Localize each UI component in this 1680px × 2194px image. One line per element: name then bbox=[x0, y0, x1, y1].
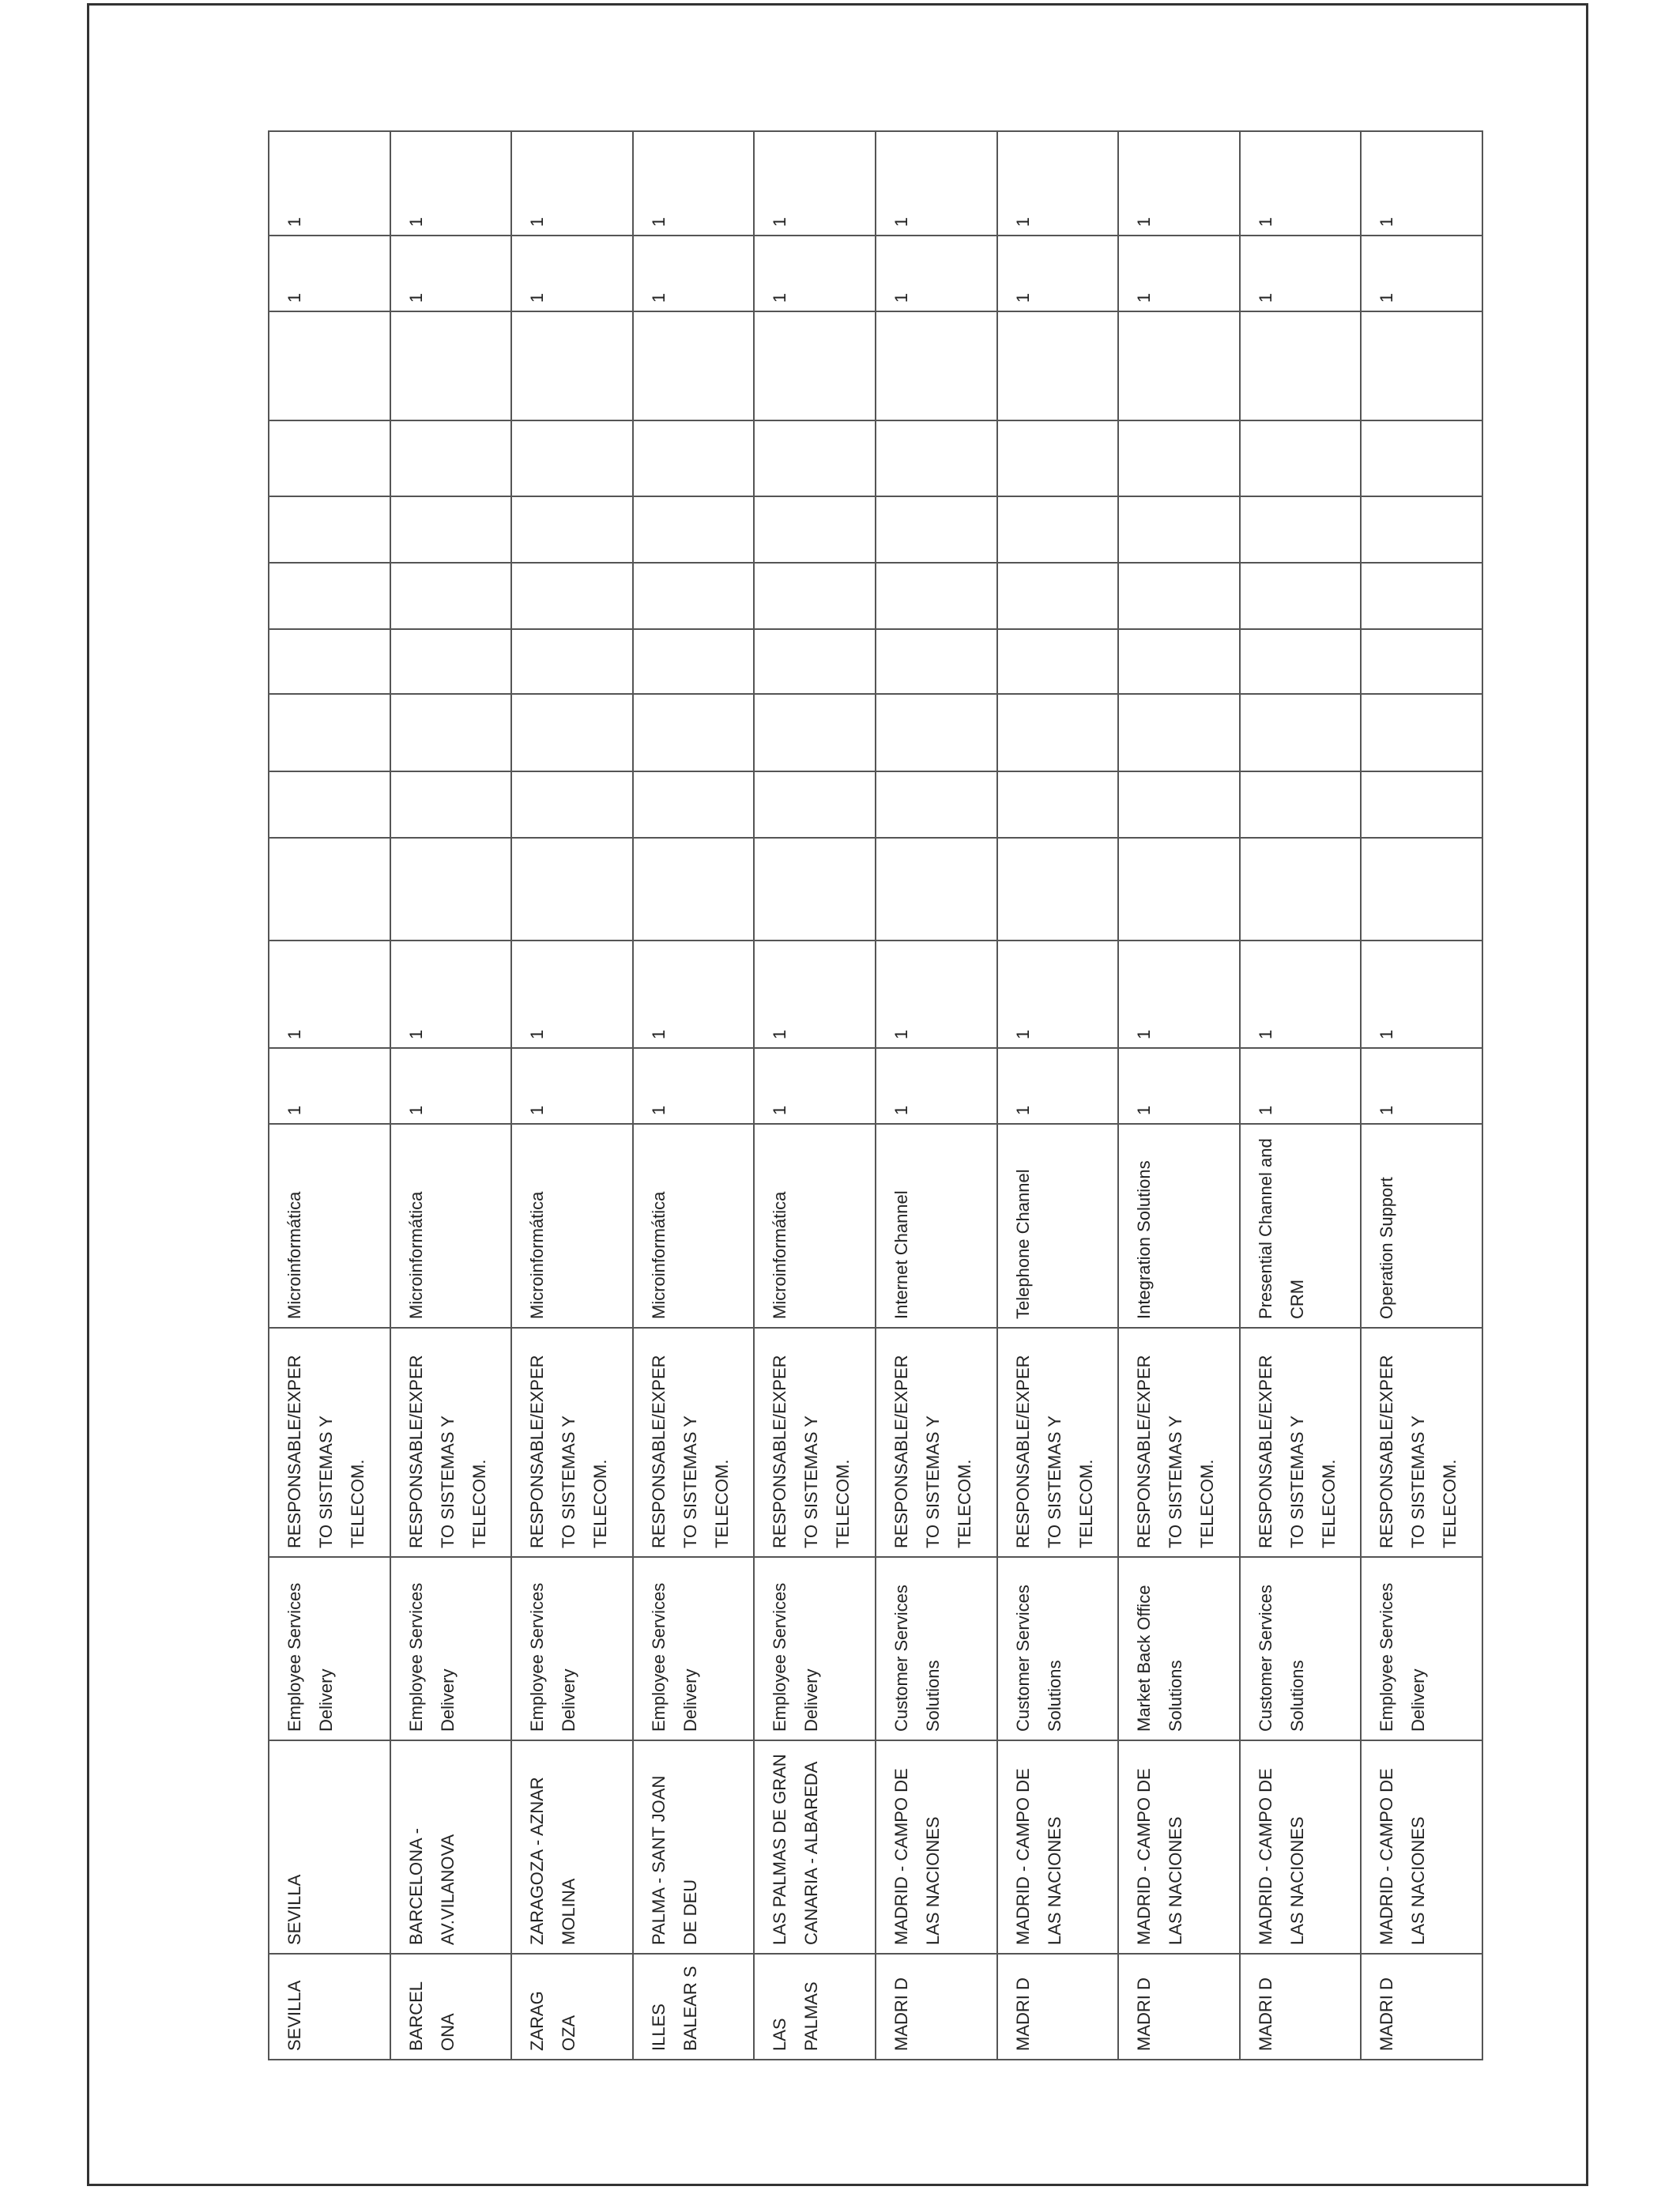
site-cell: PALMA - SANT JOAN DE DEU bbox=[633, 1740, 755, 1954]
empty-cell bbox=[754, 771, 876, 838]
count-cell: 1 bbox=[511, 236, 633, 311]
site-cell: MADRID - CAMPO DE LAS NACIONES bbox=[1118, 1740, 1240, 1954]
province-cell: MADRI D bbox=[1361, 1954, 1482, 2060]
empty-cell bbox=[1240, 694, 1362, 771]
empty-cell bbox=[511, 496, 633, 563]
empty-cell bbox=[1118, 563, 1240, 629]
business-area-cell: Customer Services Solutions bbox=[1240, 1557, 1362, 1740]
empty-cell bbox=[876, 311, 997, 420]
count-cell: 1 bbox=[633, 131, 755, 236]
empty-cell bbox=[511, 771, 633, 838]
specialty-cell: Operation Support bbox=[1361, 1124, 1482, 1328]
empty-cell bbox=[269, 771, 390, 838]
count-cell: 1 bbox=[997, 236, 1119, 311]
empty-cell bbox=[390, 694, 512, 771]
empty-cell bbox=[1361, 771, 1482, 838]
page-frame bbox=[87, 3, 1588, 2186]
province-cell: ILLES BALEAR S bbox=[633, 1954, 755, 2060]
empty-cell bbox=[1118, 496, 1240, 563]
count-cell: 1 bbox=[390, 236, 512, 311]
empty-cell bbox=[511, 420, 633, 496]
count-cell: 1 bbox=[511, 131, 633, 236]
empty-cell bbox=[511, 311, 633, 420]
count-cell: 1 bbox=[511, 1048, 633, 1124]
job-title-cell: RESPONSABLE/EXPER TO SISTEMAS Y TELECOM. bbox=[511, 1328, 633, 1557]
empty-cell bbox=[269, 629, 390, 694]
empty-cell bbox=[1118, 838, 1240, 941]
count-cell: 1 bbox=[1361, 1048, 1482, 1124]
province-cell: MADRI D bbox=[1240, 1954, 1362, 2060]
empty-cell bbox=[511, 694, 633, 771]
empty-cell bbox=[997, 420, 1119, 496]
count-cell: 1 bbox=[1240, 941, 1362, 1048]
empty-cell bbox=[1118, 694, 1240, 771]
count-cell: 1 bbox=[876, 236, 997, 311]
empty-cell bbox=[1118, 629, 1240, 694]
empty-cell bbox=[754, 694, 876, 771]
empty-cell bbox=[876, 629, 997, 694]
job-title-cell: RESPONSABLE/EXPER TO SISTEMAS Y TELECOM. bbox=[390, 1328, 512, 1557]
count-cell: 1 bbox=[997, 131, 1119, 236]
business-area-cell: Employee Services Delivery bbox=[269, 1557, 390, 1740]
empty-cell bbox=[1118, 311, 1240, 420]
empty-cell bbox=[633, 838, 755, 941]
empty-cell bbox=[633, 629, 755, 694]
empty-cell bbox=[633, 694, 755, 771]
count-cell: 1 bbox=[633, 236, 755, 311]
job-title-cell: RESPONSABLE/EXPER TO SISTEMAS Y TELECOM. bbox=[1361, 1328, 1482, 1557]
province-cell: MADRI D bbox=[876, 1954, 997, 2060]
specialty-cell: Microinformática bbox=[390, 1124, 512, 1328]
empty-cell bbox=[633, 771, 755, 838]
empty-cell bbox=[997, 694, 1119, 771]
province-cell: MADRI D bbox=[1118, 1954, 1240, 2060]
table-row bbox=[269, 131, 390, 2060]
specialty-cell: Presential Channel and CRM bbox=[1240, 1124, 1362, 1328]
empty-cell bbox=[1118, 420, 1240, 496]
empty-cell bbox=[390, 311, 512, 420]
business-area-cell: Customer Services Solutions bbox=[997, 1557, 1119, 1740]
empty-cell bbox=[754, 629, 876, 694]
count-cell: 1 bbox=[633, 941, 755, 1048]
empty-cell bbox=[1118, 771, 1240, 838]
empty-cell bbox=[1361, 311, 1482, 420]
count-cell: 1 bbox=[876, 941, 997, 1048]
site-cell: SEVILLA bbox=[269, 1740, 390, 1954]
empty-cell bbox=[1361, 694, 1482, 771]
count-cell: 1 bbox=[1118, 131, 1240, 236]
count-cell: 1 bbox=[1361, 131, 1482, 236]
site-cell: MADRID - CAMPO DE LAS NACIONES bbox=[997, 1740, 1119, 1954]
empty-cell bbox=[997, 311, 1119, 420]
empty-cell bbox=[269, 838, 390, 941]
business-area-cell: Employee Services Delivery bbox=[754, 1557, 876, 1740]
count-cell: 1 bbox=[390, 1048, 512, 1124]
empty-cell bbox=[1361, 420, 1482, 496]
empty-cell bbox=[1361, 838, 1482, 941]
table-row bbox=[390, 131, 512, 2060]
empty-cell bbox=[633, 311, 755, 420]
empty-cell bbox=[876, 420, 997, 496]
table-row bbox=[876, 131, 997, 2060]
count-cell: 1 bbox=[1118, 941, 1240, 1048]
specialty-cell: Microinformática bbox=[269, 1124, 390, 1328]
site-cell: ZARAGOZA - AZNAR MOLINA bbox=[511, 1740, 633, 1954]
job-title-cell: RESPONSABLE/EXPER TO SISTEMAS Y TELECOM. bbox=[754, 1328, 876, 1557]
table-row bbox=[1240, 131, 1362, 2060]
empty-cell bbox=[511, 838, 633, 941]
empty-cell bbox=[1240, 311, 1362, 420]
rotated-table-container bbox=[268, 132, 1482, 2060]
site-cell: LAS PALMAS DE GRAN CANARIA - ALBAREDA bbox=[754, 1740, 876, 1954]
business-area-cell: Employee Services Delivery bbox=[633, 1557, 755, 1740]
empty-cell bbox=[876, 771, 997, 838]
empty-cell bbox=[997, 771, 1119, 838]
table-row bbox=[1361, 131, 1482, 2060]
count-cell: 1 bbox=[997, 941, 1119, 1048]
table-row bbox=[511, 131, 633, 2060]
business-area-cell: Employee Services Delivery bbox=[511, 1557, 633, 1740]
empty-cell bbox=[1240, 629, 1362, 694]
empty-cell bbox=[1361, 629, 1482, 694]
empty-cell bbox=[633, 420, 755, 496]
specialty-cell: Microinformática bbox=[633, 1124, 755, 1328]
empty-cell bbox=[633, 563, 755, 629]
province-cell: LAS PALMAS bbox=[754, 1954, 876, 2060]
count-cell: 1 bbox=[1361, 236, 1482, 311]
empty-cell bbox=[754, 311, 876, 420]
empty-cell bbox=[269, 694, 390, 771]
empty-cell bbox=[269, 496, 390, 563]
job-title-cell: RESPONSABLE/EXPER TO SISTEMAS Y TELECOM. bbox=[269, 1328, 390, 1557]
empty-cell bbox=[390, 496, 512, 563]
empty-cell bbox=[1240, 838, 1362, 941]
count-cell: 1 bbox=[390, 131, 512, 236]
business-area-cell: Market Back Office Solutions bbox=[1118, 1557, 1240, 1740]
empty-cell bbox=[1361, 496, 1482, 563]
empty-cell bbox=[511, 563, 633, 629]
empty-cell bbox=[876, 496, 997, 563]
empty-cell bbox=[997, 496, 1119, 563]
site-cell: BARCELONA - AV.VILANOVA bbox=[390, 1740, 512, 1954]
empty-cell bbox=[754, 563, 876, 629]
count-cell: 1 bbox=[1118, 1048, 1240, 1124]
count-cell: 1 bbox=[754, 236, 876, 311]
province-cell: MADRI D bbox=[997, 1954, 1119, 2060]
empty-cell bbox=[1240, 771, 1362, 838]
empty-cell bbox=[876, 838, 997, 941]
specialty-cell: Microinformática bbox=[511, 1124, 633, 1328]
table-row bbox=[754, 131, 876, 2060]
job-title-cell: RESPONSABLE/EXPER TO SISTEMAS Y TELECOM. bbox=[997, 1328, 1119, 1557]
empty-cell bbox=[1240, 420, 1362, 496]
count-cell: 1 bbox=[1240, 236, 1362, 311]
empty-cell bbox=[269, 311, 390, 420]
count-cell: 1 bbox=[269, 236, 390, 311]
count-cell: 1 bbox=[1118, 236, 1240, 311]
empty-cell bbox=[754, 838, 876, 941]
job-title-cell: RESPONSABLE/EXPER TO SISTEMAS Y TELECOM. bbox=[1240, 1328, 1362, 1557]
job-title-cell: RESPONSABLE/EXPER TO SISTEMAS Y TELECOM. bbox=[633, 1328, 755, 1557]
count-cell: 1 bbox=[269, 941, 390, 1048]
empty-cell bbox=[1240, 496, 1362, 563]
job-title-cell: RESPONSABLE/EXPER TO SISTEMAS Y TELECOM. bbox=[876, 1328, 997, 1557]
count-cell: 1 bbox=[269, 131, 390, 236]
table-row bbox=[997, 131, 1119, 2060]
empty-cell bbox=[876, 563, 997, 629]
count-cell: 1 bbox=[269, 1048, 390, 1124]
empty-cell bbox=[1240, 563, 1362, 629]
specialty-cell: Microinformática bbox=[754, 1124, 876, 1328]
count-cell: 1 bbox=[390, 941, 512, 1048]
empty-cell bbox=[754, 496, 876, 563]
count-cell: 1 bbox=[754, 1048, 876, 1124]
business-area-cell: Employee Services Delivery bbox=[1361, 1557, 1482, 1740]
business-area-cell: Employee Services Delivery bbox=[390, 1557, 512, 1740]
empty-cell bbox=[511, 629, 633, 694]
empty-cell bbox=[1361, 563, 1482, 629]
empty-cell bbox=[997, 563, 1119, 629]
empty-cell bbox=[754, 420, 876, 496]
count-cell: 1 bbox=[997, 1048, 1119, 1124]
empty-cell bbox=[390, 838, 512, 941]
province-cell: BARCEL ONA bbox=[390, 1954, 512, 2060]
empty-cell bbox=[269, 563, 390, 629]
empty-cell bbox=[390, 771, 512, 838]
count-cell: 1 bbox=[876, 131, 997, 236]
province-cell: ZARAG OZA bbox=[511, 1954, 633, 2060]
empty-cell bbox=[997, 838, 1119, 941]
province-cell: SEVILLA bbox=[269, 1954, 390, 2060]
empty-cell bbox=[997, 629, 1119, 694]
empty-cell bbox=[876, 694, 997, 771]
specialty-cell: Telephone Channel bbox=[997, 1124, 1119, 1328]
business-area-cell: Customer Services Solutions bbox=[876, 1557, 997, 1740]
count-cell: 1 bbox=[1240, 131, 1362, 236]
count-cell: 1 bbox=[511, 941, 633, 1048]
count-cell: 1 bbox=[1361, 941, 1482, 1048]
count-cell: 1 bbox=[876, 1048, 997, 1124]
site-cell: MADRID - CAMPO DE LAS NACIONES bbox=[1361, 1740, 1482, 1954]
empty-cell bbox=[633, 496, 755, 563]
empty-cell bbox=[390, 563, 512, 629]
empty-cell bbox=[390, 629, 512, 694]
staff-table bbox=[268, 130, 1483, 2060]
site-cell: MADRID - CAMPO DE LAS NACIONES bbox=[876, 1740, 997, 1954]
count-cell: 1 bbox=[754, 131, 876, 236]
specialty-cell: Internet Channel bbox=[876, 1124, 997, 1328]
table-row bbox=[633, 131, 755, 2060]
empty-cell bbox=[390, 420, 512, 496]
count-cell: 1 bbox=[1240, 1048, 1362, 1124]
count-cell: 1 bbox=[754, 941, 876, 1048]
count-cell: 1 bbox=[633, 1048, 755, 1124]
table-row bbox=[1118, 131, 1240, 2060]
specialty-cell: Integration Solutions bbox=[1118, 1124, 1240, 1328]
job-title-cell: RESPONSABLE/EXPER TO SISTEMAS Y TELECOM. bbox=[1118, 1328, 1240, 1557]
site-cell: MADRID - CAMPO DE LAS NACIONES bbox=[1240, 1740, 1362, 1954]
empty-cell bbox=[269, 420, 390, 496]
